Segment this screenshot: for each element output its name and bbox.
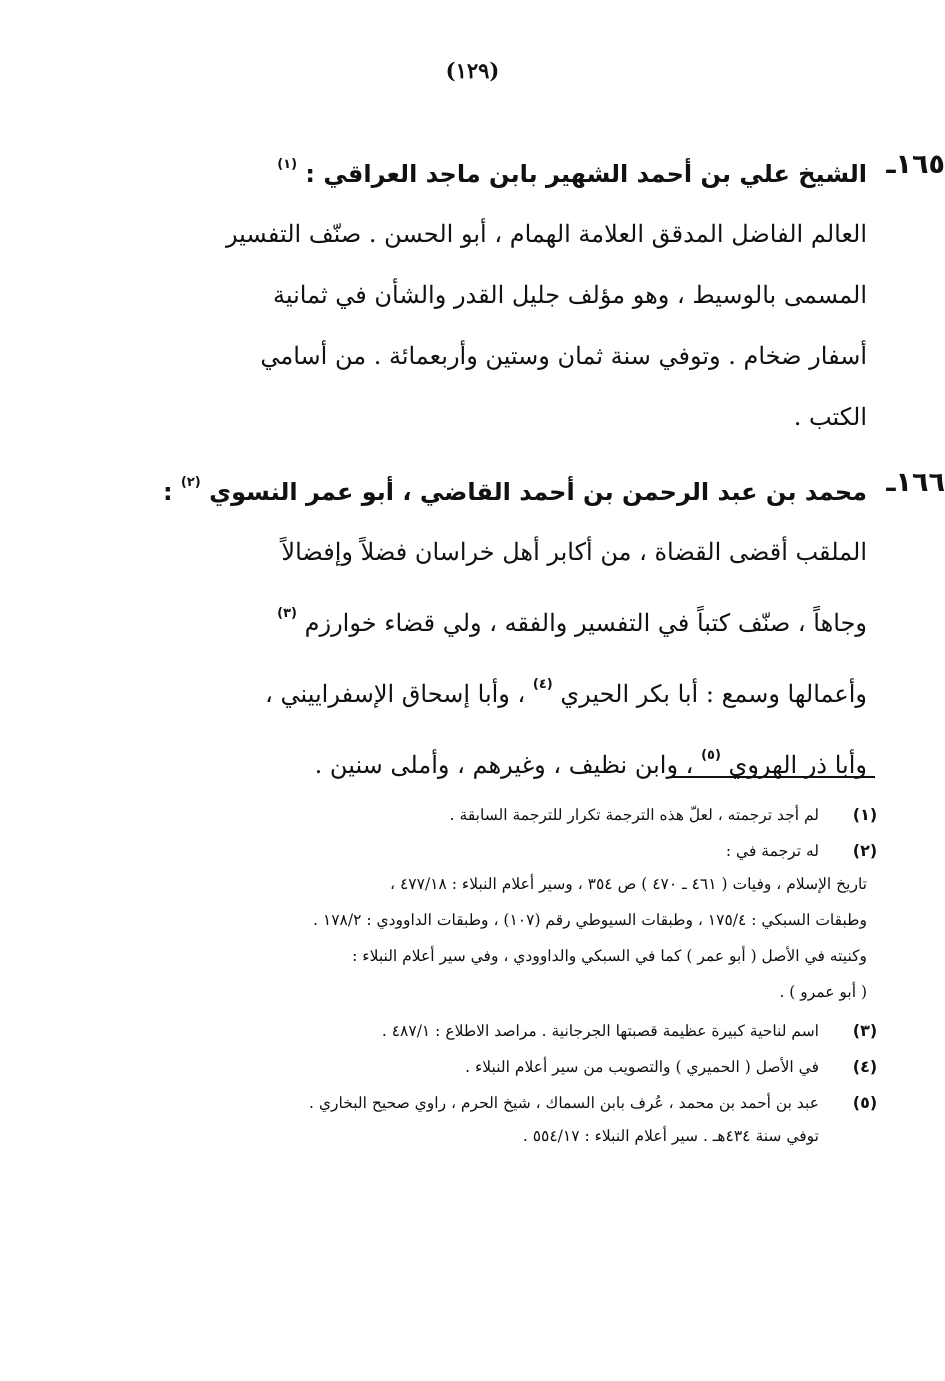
- footnote-line: توفي سنة ٤٣٤هـ . سير أعلام النبلاء : ٥٥٤/١٧ .: [522, 1127, 819, 1145]
- footnote-line: لم أجد ترجمته ، لعلّ هذه الترجمة تكرار للترجمة السابقة .: [449, 806, 819, 824]
- footnote-line: عبد بن أحمد بن محمد ، عُرف بابن السماك ، شيخ الحرم ، راوي صحيح البخاري .: [309, 1094, 819, 1112]
- footnote-2: [127, 836, 878, 1010]
- entry-line: المسمى بالوسيط ، وهو مؤلف جليل القدر والشأن في ثمانية: [273, 281, 867, 309]
- footnote-line: وطبقات السبكي : ١٧٥/٤ ، وطبقات السيوطي رقم (١٠٧) ، وطبقات الداوودي : ١٧٨/٢ .: [313, 911, 867, 929]
- footnote-mark: (٤): [852, 1057, 878, 1076]
- entry-number: ١٦٦ـ: [886, 467, 945, 498]
- entry-line: [147, 583, 867, 654]
- footnote-ref: (٥): [701, 748, 721, 763]
- footnote-ref: (١): [277, 157, 298, 172]
- footnote-ref: (٢): [180, 475, 201, 490]
- footnote-mark: (٢): [852, 841, 878, 860]
- entry-line-text: وأعمالها وسمع : أبا بكر الحيري: [560, 680, 867, 708]
- entry-heading-text: الشيخ علي بن أحمد الشهير بابن ماجد العراقي :: [305, 160, 867, 188]
- entry-line-text: ، وأبا إسحاق الإسفراييني ،: [265, 680, 526, 708]
- footnote-mark: (١): [852, 805, 878, 824]
- footnote-separator: [672, 776, 875, 778]
- entry-line: الكتب .: [793, 403, 867, 431]
- footnote-5: [127, 1088, 878, 1154]
- footnote-line: وكنيته في الأصل ( أبو عمر ) كما في السبكي والداوودي ، وفي سير أعلام النبلاء :: [352, 947, 867, 965]
- entry-line: أسفار ضخام . وتوفي سنة ثمان وستين وأربعمائة . من أسامي: [260, 342, 867, 370]
- footnote-line: له ترجمة في :: [725, 842, 819, 860]
- footnote-mark: (٣): [852, 1021, 878, 1040]
- footnote-1: [127, 800, 878, 830]
- entry-line: [147, 654, 867, 725]
- footnote-line: اسم لناحية كبيرة عظيمة قصبتها الجرجانية . مراصد الاطلاع : ٤٨٧/١ .: [381, 1022, 819, 1040]
- footnote-ref: (٣): [277, 606, 297, 621]
- footnote-ref: (٤): [532, 677, 553, 692]
- entry-line-text: ، وابن نظيف ، وغيرهم ، وأملى سنين .: [314, 751, 694, 779]
- entry-line: العالم الفاضل المدقق العلامة الهمام ، أبو الحسن . صنّف التفسير: [225, 220, 867, 248]
- entry-number: ١٦٥ـ: [886, 149, 945, 180]
- entry-line-text: وجاهاً ، صنّف كتباً في التفسير والفقه ، ولي قضاء خوارزم: [304, 609, 867, 637]
- page-number: (١٢٩): [445, 58, 500, 83]
- entry-166: [147, 460, 945, 796]
- entry-line: [147, 725, 867, 796]
- entry-heading-text: محمد بن عبد الرحمن بن أحمد القاضي ، أبو عمر النسوي: [209, 478, 867, 506]
- footnote-4: [127, 1052, 878, 1082]
- entry-heading-colon: :: [162, 478, 173, 506]
- footnotes: [127, 800, 878, 1154]
- footnote-line: ( أبو عمرو ) .: [779, 983, 867, 1001]
- footnote-line: في الأصل ( الحميري ) والتصويب من سير أعلام النبلاء .: [465, 1058, 819, 1076]
- entry-heading: [147, 460, 867, 515]
- entry-165: [147, 142, 945, 448]
- footnote-mark: (٥): [852, 1093, 878, 1112]
- entry-heading: [147, 142, 867, 197]
- footnote-line: تاريخ الإسلام ، وفيات ( ٤٦١ ـ ٤٧٠ ) ص ٣٥٤ ، وسير أعلام النبلاء : ٤٧٧/١٨ ،: [390, 875, 867, 893]
- entry-line-text: وأبا ذر الهروي: [728, 751, 867, 779]
- entry-line: الملقب أقضى القضاة ، من أكابر أهل خراسان فضلاً وإفضالاً: [281, 538, 867, 566]
- footnote-3: [127, 1016, 878, 1046]
